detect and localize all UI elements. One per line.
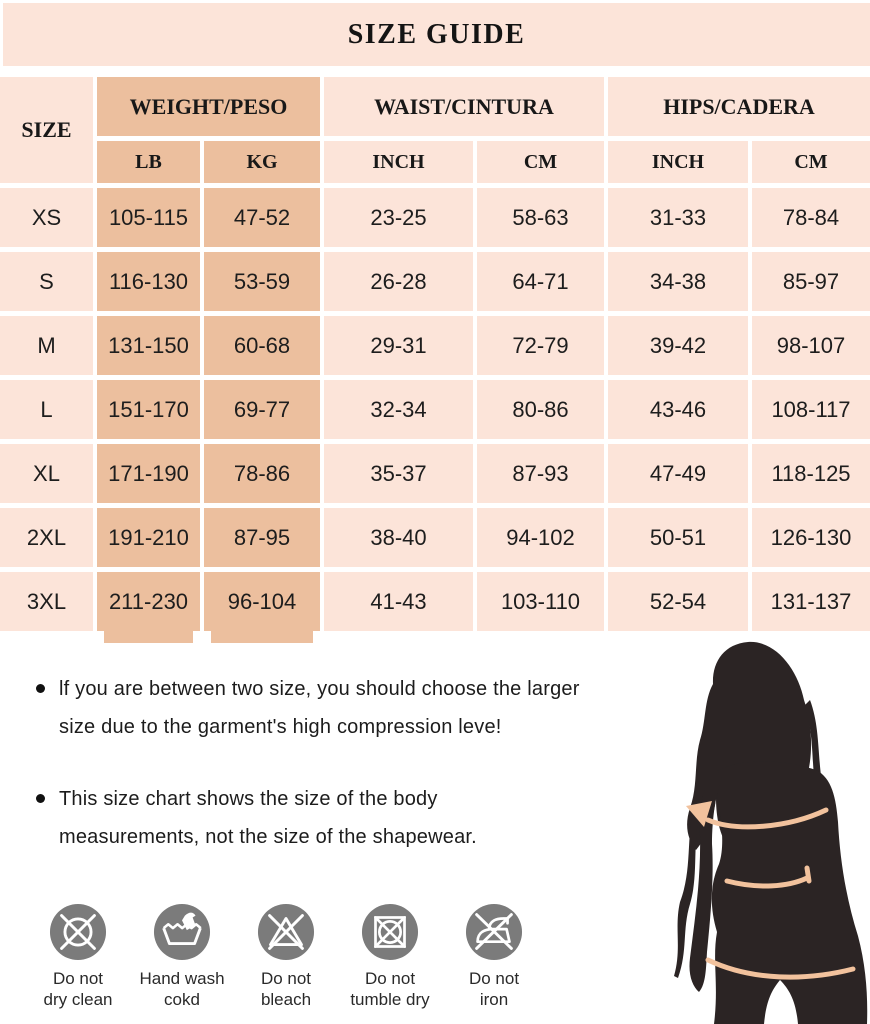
cell-weight-kg: 60-68	[204, 316, 320, 375]
cell-weight-lb: 131-150	[97, 316, 200, 375]
cell-waist-inch: 35-37	[324, 444, 473, 503]
cell-hips-cm: 131-137	[752, 572, 870, 631]
column-header-size: SIZE	[0, 77, 93, 183]
cell-waist-inch: 26-28	[324, 252, 473, 311]
do-not-dry-clean-icon	[49, 903, 107, 961]
care-item-do-not-dry-clean	[26, 903, 130, 1010]
row-size-label: XS	[0, 188, 93, 247]
cell-hips-inch: 50-51	[608, 508, 748, 567]
do-not-tumble-dry-icon	[361, 903, 419, 961]
row-size-label: 3XL	[0, 572, 93, 631]
cell-weight-kg: 78-86	[204, 444, 320, 503]
cell-weight-lb: 116-130	[97, 252, 200, 311]
cell-weight-lb: 191-210	[97, 508, 200, 567]
cell-waist-inch: 38-40	[324, 508, 473, 567]
cell-hips-inch: 39-42	[608, 316, 748, 375]
cell-waist-inch: 32-34	[324, 380, 473, 439]
care-instructions-row	[26, 903, 546, 1010]
cell-waist-inch: 23-25	[324, 188, 473, 247]
cell-hips-cm: 118-125	[752, 444, 870, 503]
row-size-label: S	[0, 252, 93, 311]
cell-waist-cm: 103-110	[477, 572, 604, 631]
cell-waist-inch: 41-43	[324, 572, 473, 631]
cell-waist-cm: 87-93	[477, 444, 604, 503]
row-size-label: M	[0, 316, 93, 375]
cell-weight-kg: 87-95	[204, 508, 320, 567]
care-label: Do not bleach	[260, 969, 312, 1009]
care-label: Do not iron	[468, 969, 520, 1009]
cell-waist-cm: 80-86	[477, 380, 604, 439]
cell-hips-inch: 52-54	[608, 572, 748, 631]
cell-hips-cm: 98-107	[752, 316, 870, 375]
subheader-waist-inch: INCH	[324, 141, 473, 183]
note-sizing-advice	[36, 670, 580, 746]
care-item-hand-wash	[130, 903, 234, 1010]
cell-waist-inch: 29-31	[324, 316, 473, 375]
cell-hips-cm: 126-130	[752, 508, 870, 567]
size-table	[0, 77, 870, 631]
cell-hips-inch: 43-46	[608, 380, 748, 439]
note-line: size due to the garment's high compression leve!	[59, 716, 502, 738]
group-header-waist: WAIST/CINTURA	[324, 77, 604, 136]
cell-weight-kg: 96-104	[204, 572, 320, 631]
group-header-weight: WEIGHT/PESO	[97, 77, 320, 136]
subheader-hips-cm: CM	[752, 141, 870, 183]
cell-weight-lb: 211-230	[97, 572, 200, 631]
cell-weight-lb: 151-170	[97, 380, 200, 439]
cell-waist-cm: 64-71	[477, 252, 604, 311]
woman-silhouette-image	[620, 640, 870, 1024]
do-not-bleach-icon	[257, 903, 315, 961]
care-label: Hand wash cokd	[139, 969, 225, 1009]
row-size-label: XL	[0, 444, 93, 503]
hand-wash-icon	[153, 903, 211, 961]
row-size-label: L	[0, 380, 93, 439]
care-item-do-not-bleach	[234, 903, 338, 1010]
cell-weight-kg: 47-52	[204, 188, 320, 247]
note-line: This size chart shows the size of the body	[59, 788, 438, 810]
cell-waist-cm: 72-79	[477, 316, 604, 375]
cell-waist-cm: 58-63	[477, 188, 604, 247]
subheader-weight-lb: LB	[97, 141, 200, 183]
care-label: Do not dry clean	[43, 969, 113, 1009]
subheader-waist-cm: CM	[477, 141, 604, 183]
do-not-iron-icon	[465, 903, 523, 961]
note-line: lf you are between two size, you should choose the larger	[59, 678, 580, 700]
cell-waist-cm: 94-102	[477, 508, 604, 567]
bullet-dot	[36, 794, 45, 803]
care-item-do-not-iron	[442, 903, 546, 1010]
cell-weight-kg: 69-77	[204, 380, 320, 439]
subheader-hips-inch: INCH	[608, 141, 748, 183]
cell-hips-inch: 34-38	[608, 252, 748, 311]
bullet-dot	[36, 684, 45, 693]
cell-hips-cm: 78-84	[752, 188, 870, 247]
cell-hips-inch: 47-49	[608, 444, 748, 503]
group-header-hips: HIPS/CADERA	[608, 77, 870, 136]
cell-weight-lb: 171-190	[97, 444, 200, 503]
subheader-weight-kg: KG	[204, 141, 320, 183]
care-item-do-not-tumble-dry	[338, 903, 442, 1010]
cell-hips-inch: 31-33	[608, 188, 748, 247]
page-title: SIZE GUIDE	[347, 18, 526, 50]
cell-weight-kg: 53-59	[204, 252, 320, 311]
note-line: measurements, not the size of the shapewear.	[59, 826, 477, 848]
title-band	[3, 3, 870, 66]
cell-hips-cm: 85-97	[752, 252, 870, 311]
care-label: Do not tumble dry	[350, 969, 430, 1009]
note-body-measurements	[36, 780, 477, 856]
cell-weight-lb: 105-115	[97, 188, 200, 247]
row-size-label: 2XL	[0, 508, 93, 567]
cell-hips-cm: 108-117	[752, 380, 870, 439]
